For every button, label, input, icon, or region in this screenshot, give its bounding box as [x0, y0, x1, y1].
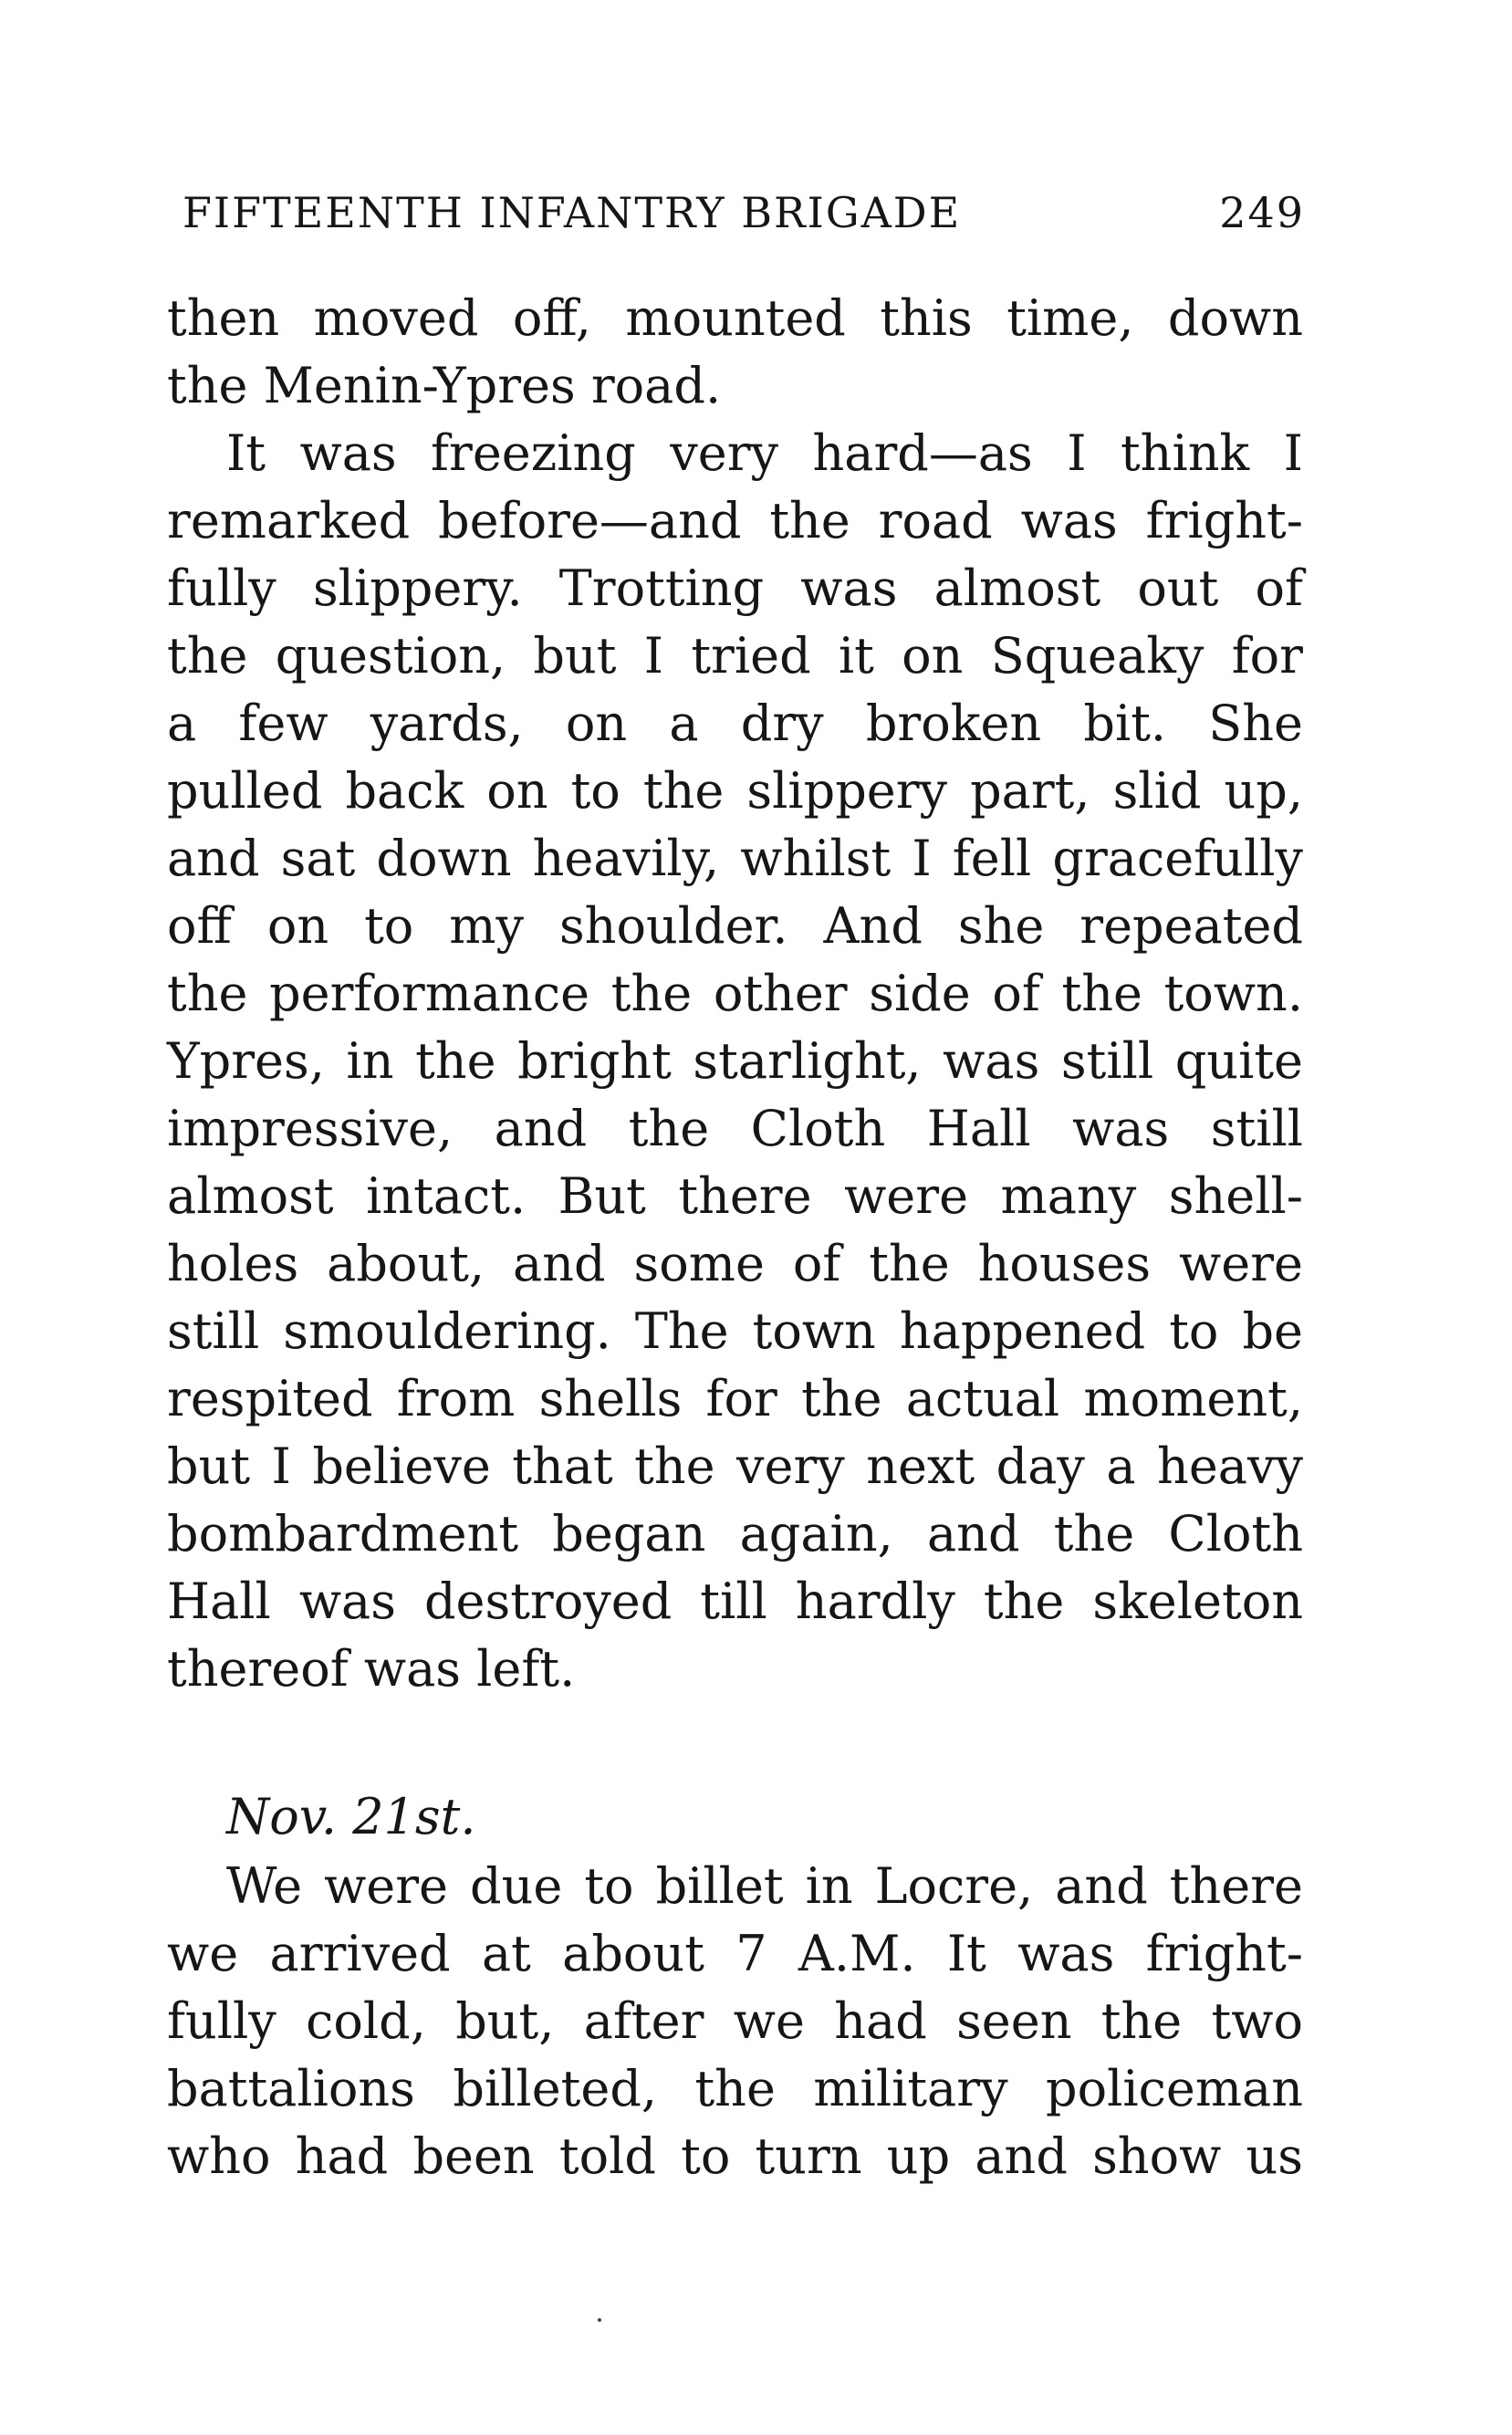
text-line: a few yards, on a dry broken bit. She [167, 695, 1303, 752]
text-line: Ypres, in the bright starlight, was still quite [167, 1032, 1303, 1090]
text-line: thereof was left. [167, 1640, 576, 1698]
text-line: pulled back on to the slippery part, slid up, [167, 762, 1303, 820]
text-line: battalions billeted, the military policeman [167, 2060, 1303, 2117]
text-line: impressive, and the Cloth Hall was still [167, 1100, 1303, 1157]
text-line: bombardment began again, and the Cloth [167, 1505, 1303, 1562]
text-line: still smouldering. The town happened to be [167, 1302, 1303, 1360]
text-line: but I believe that the very next day a heavy [167, 1437, 1303, 1495]
text-line: almost intact. But there were many shell- [167, 1167, 1303, 1225]
text-line: It was freezing very hard—as I think I [226, 424, 1303, 482]
print-speck [598, 2318, 601, 2322]
text-line: who had been told to turn up and show us [167, 2127, 1303, 2185]
dateline: Nov. 21st. [226, 1788, 476, 1845]
text-line: and sat down heavily, whilst I fell gracefully [167, 830, 1303, 887]
text-line: We were due to billet in Locre, and there [226, 1857, 1303, 1915]
text-line: then moved off, mounted this time, down [167, 289, 1303, 347]
text-line: Hall was destroyed till hardly the skeleton [167, 1573, 1303, 1630]
text-line: holes about, and some of the houses were [167, 1235, 1303, 1292]
text-line: off on to my shoulder. And she repeated [167, 897, 1303, 955]
text-line: we arrived at about 7 A.M. It was fright- [167, 1925, 1303, 1982]
text-line: respited from shells for the actual moment, [167, 1370, 1303, 1427]
text-line: fully slippery. Trotting was almost out of [167, 559, 1303, 617]
page-number: 249 [1219, 188, 1305, 237]
text-line: the performance the other side of the town. [167, 965, 1303, 1022]
text-line: the question, but I tried it on Squeaky for [167, 627, 1303, 685]
text-line: the Menin-Ypres road. [167, 357, 722, 414]
text-line: fully cold, but, after we had seen the two [167, 1992, 1303, 2050]
running-head [182, 181, 1305, 245]
text-line: remarked before—and the road was fright- [167, 492, 1303, 549]
running-title: FIFTEENTH INFANTRY BRIGADE [182, 188, 962, 237]
